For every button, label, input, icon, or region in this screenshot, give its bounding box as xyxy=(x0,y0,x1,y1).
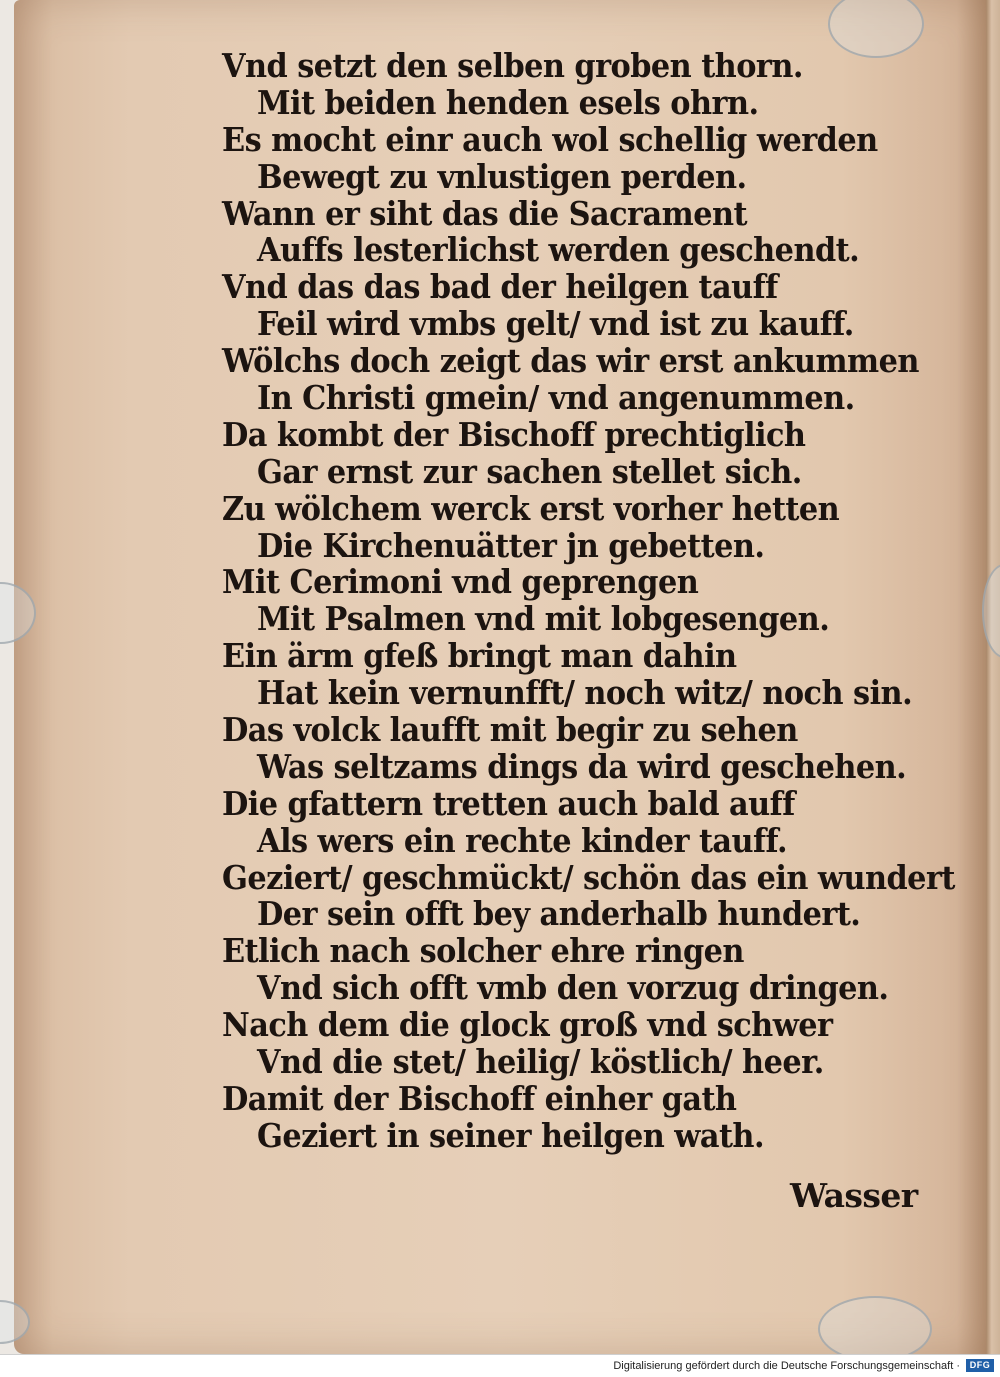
verse-line: Als wers ein rechte kinder tauff. xyxy=(256,820,788,860)
verse-line: Das volck laufft mit begir zu sehen xyxy=(222,710,798,750)
verse-line: Bewegt zu vnlustigen perden. xyxy=(256,156,747,196)
verse-line: Vnd das das bad der heilgen tauff xyxy=(222,267,778,307)
verse-line: Geziert in seiner heilgen wath. xyxy=(256,1115,764,1155)
verse-line: Mit beiden henden esels ohrn. xyxy=(256,82,759,122)
verse-line: Mit Cerimoni vnd geprengen xyxy=(222,562,699,602)
verse-line: Nach dem die glock groß vnd schwer xyxy=(222,1005,833,1045)
verse-line: Ein ärm gfeß bringt man dahin xyxy=(222,636,737,676)
verse-line: Auffs lesterlichst werden geschendt. xyxy=(256,230,860,270)
dfg-logo: DFG xyxy=(966,1359,994,1372)
verse-line: Zu wölchem werck erst vorher hetten xyxy=(222,488,840,528)
verse-line: Damit der Bischoff einher gath xyxy=(222,1078,737,1118)
funding-credit: Digitalisierung gefördert durch die Deutsche Forschungsgemeinschaft · xyxy=(613,1360,960,1372)
verse-line: Was seltzams dings da wird geschehen. xyxy=(256,746,907,786)
verse-line: Etlich nach solcher ehre ringen xyxy=(222,931,744,971)
verse-line: Der sein offt bey anderhalb hundert. xyxy=(256,894,861,934)
verse-line: Vnd die stet/ heilig/ köstlich/ heer. xyxy=(256,1042,824,1082)
verse-line: Gar ernst zur sachen stellet sich. xyxy=(256,451,802,491)
verse-line: Vnd setzt den selben groben thorn. xyxy=(222,46,803,85)
verse-line: Mit Psalmen vnd mit lobgesengen. xyxy=(256,599,830,639)
verse-line: Vnd sich offt vmb den vorzug dringen. xyxy=(256,968,889,1008)
verse-block xyxy=(222,46,955,1155)
right-clip-bottom xyxy=(818,1296,932,1354)
verse-line: Es mocht einr auch wol schellig werden xyxy=(222,119,878,159)
verse-line: Wölchs doch zeigt das wir erst ankummen xyxy=(222,341,919,381)
catchword: Wasser xyxy=(790,1176,918,1215)
verse-line: In Christi gmein/ vnd angenummen. xyxy=(256,378,855,418)
verse-line: Feil wird vmbs gelt/ vnd ist zu kauff. xyxy=(256,304,854,344)
verse-line: Die Kirchenuätter jn gebetten. xyxy=(256,525,765,565)
digitization-footer xyxy=(0,1354,1000,1377)
verse-line: Wann er siht das die Sacrament xyxy=(222,193,747,233)
verse-line: Geziert/ geschmückt/ schön das ein wundert xyxy=(222,857,955,897)
verse-line: Die gfattern tretten auch bald auff xyxy=(222,783,795,823)
verse-line: Da kombt der Bischoff prechtiglich xyxy=(222,414,806,454)
verse-line: Hat kein vernunfft/ noch witz/ noch sin. xyxy=(256,673,913,713)
facing-page-edge xyxy=(986,0,1000,1354)
